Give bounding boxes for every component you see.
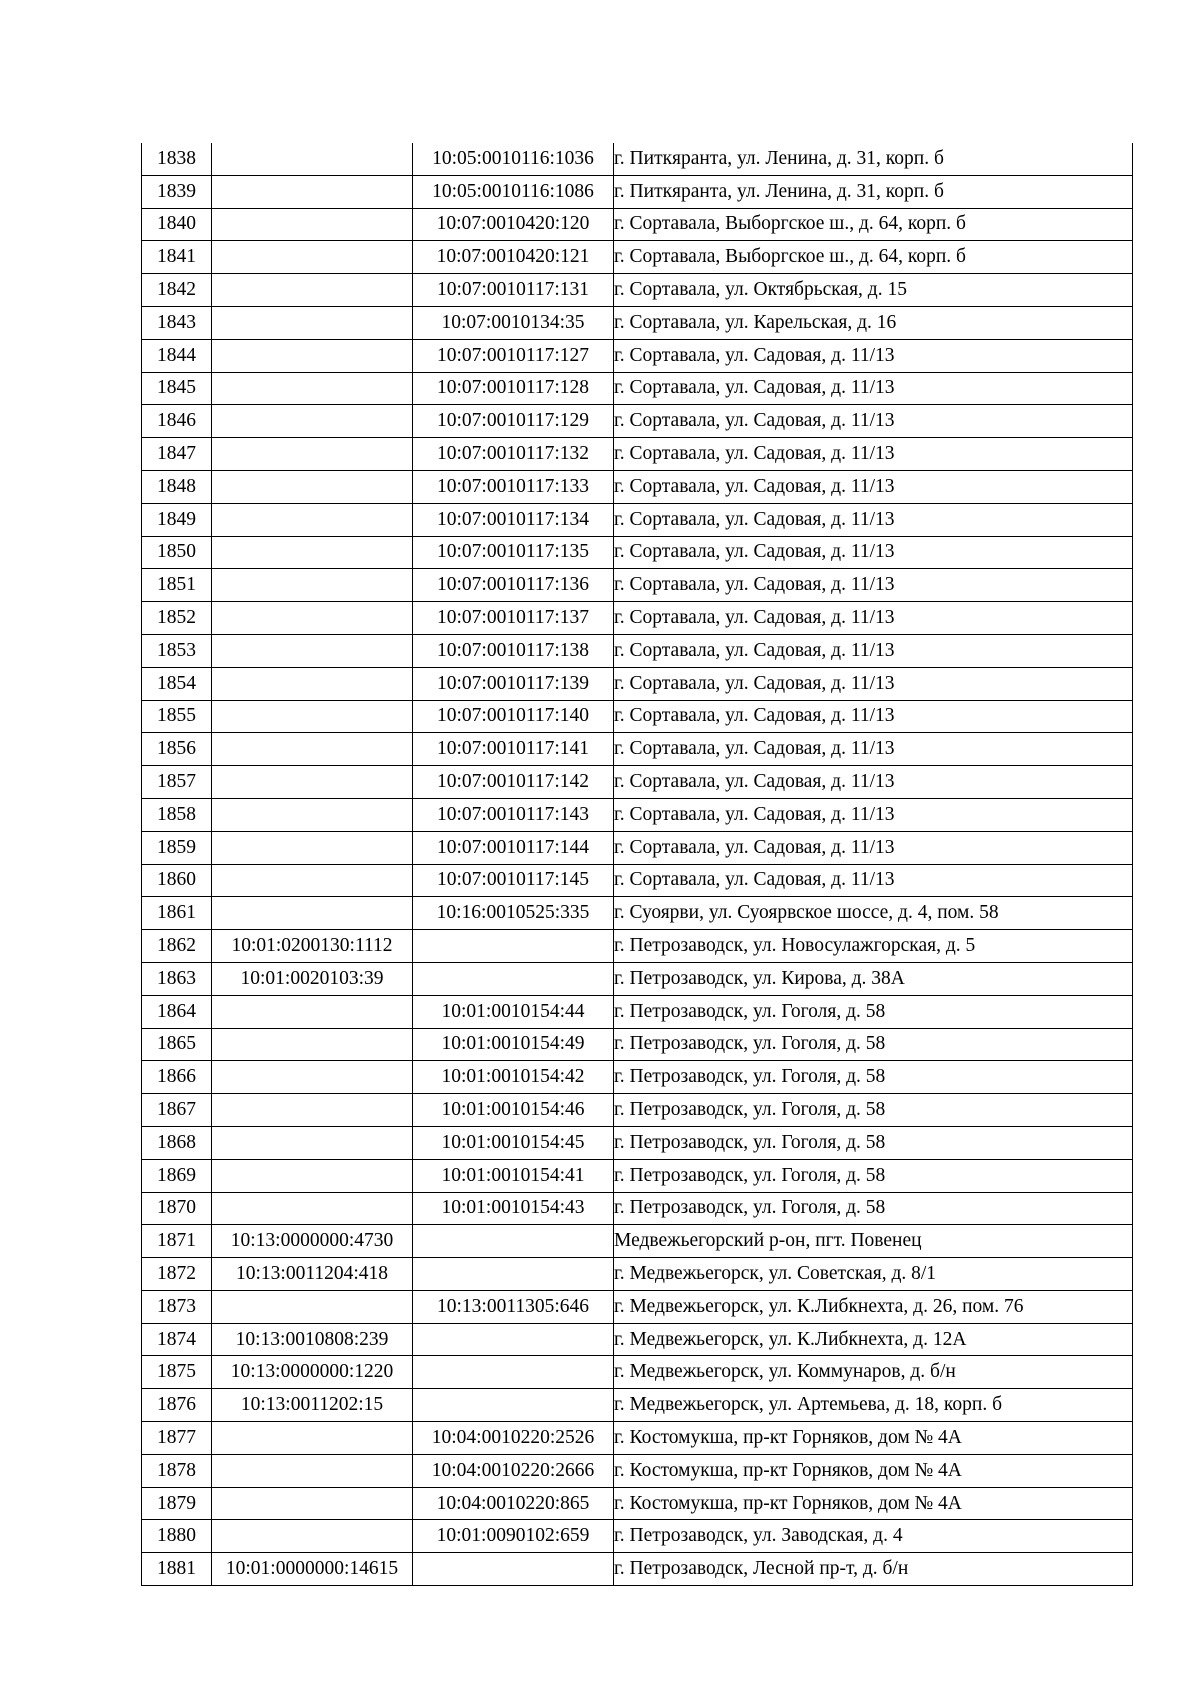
cadastral-number-land-cell [212, 1487, 413, 1520]
row-number-cell: 1864 [142, 995, 212, 1028]
row-number-cell: 1878 [142, 1454, 212, 1487]
address-cell: г. Сортавала, ул. Садовая, д. 11/13 [614, 339, 1133, 372]
address-cell: г. Сортавала, ул. Садовая, д. 11/13 [614, 438, 1133, 471]
cadastral-number-building-cell: 10:07:0010117:132 [413, 438, 614, 471]
table-row [142, 962, 1133, 995]
address-cell: г. Сортавала, ул. Октябрьская, д. 15 [614, 274, 1133, 307]
cadastral-number-land-cell: 10:13:0011204:418 [212, 1258, 413, 1291]
table-row [142, 241, 1133, 274]
row-number-cell: 1854 [142, 667, 212, 700]
cadastral-number-land-cell: 10:01:0200130:1112 [212, 930, 413, 963]
cadastral-number-land-cell [212, 667, 413, 700]
cadastral-number-building-cell: 10:07:0010117:127 [413, 339, 614, 372]
cadastral-number-building-cell: 10:07:0010117:143 [413, 798, 614, 831]
cadastral-number-land-cell [212, 798, 413, 831]
table-row [142, 569, 1133, 602]
table-row [142, 1356, 1133, 1389]
address-cell: г. Сортавала, ул. Карельская, д. 16 [614, 306, 1133, 339]
cadastral-number-land-cell [212, 175, 413, 208]
cadastral-number-building-cell [413, 930, 614, 963]
table-row [142, 766, 1133, 799]
table-row [142, 1553, 1133, 1586]
row-number-cell: 1867 [142, 1094, 212, 1127]
row-number-cell: 1880 [142, 1520, 212, 1553]
cadastral-number-building-cell: 10:16:0010525:335 [413, 897, 614, 930]
table-row [142, 143, 1133, 175]
cadastral-number-land-cell [212, 143, 413, 175]
table-row [142, 798, 1133, 831]
table-row [142, 864, 1133, 897]
table-row [142, 536, 1133, 569]
address-cell: г. Медвежьегорск, ул. Артемьева, д. 18, корп. б [614, 1389, 1133, 1422]
cadastral-number-building-cell: 10:01:0010154:45 [413, 1126, 614, 1159]
cadastral-number-building-cell: 10:05:0010116:1086 [413, 175, 614, 208]
row-number-cell: 1870 [142, 1192, 212, 1225]
table-row [142, 1192, 1133, 1225]
cadastral-number-building-cell [413, 962, 614, 995]
address-cell: г. Медвежьегорск, ул. Советская, д. 8/1 [614, 1258, 1133, 1291]
cadastral-number-land-cell [212, 1520, 413, 1553]
table-row [142, 667, 1133, 700]
address-cell: г. Сортавала, ул. Садовая, д. 11/13 [614, 503, 1133, 536]
row-number-cell: 1860 [142, 864, 212, 897]
address-cell: г. Медвежьегорск, ул. К.Либкнехта, д. 26, пом. 76 [614, 1290, 1133, 1323]
cadastral-number-building-cell: 10:07:0010117:135 [413, 536, 614, 569]
table-row [142, 1487, 1133, 1520]
row-number-cell: 1857 [142, 766, 212, 799]
table-row [142, 1126, 1133, 1159]
address-cell: г. Петрозаводск, ул. Кирова, д. 38А [614, 962, 1133, 995]
table-row [142, 1389, 1133, 1422]
table-row [142, 930, 1133, 963]
row-number-cell: 1876 [142, 1389, 212, 1422]
row-number-cell: 1843 [142, 306, 212, 339]
address-cell: г. Медвежьегорск, ул. Коммунаров, д. б/н [614, 1356, 1133, 1389]
table-row [142, 1094, 1133, 1127]
cadastral-number-land-cell [212, 634, 413, 667]
address-cell: г. Сортавала, ул. Садовая, д. 11/13 [614, 831, 1133, 864]
cadastral-number-building-cell: 10:07:0010117:134 [413, 503, 614, 536]
cadastral-number-building-cell: 10:07:0010117:131 [413, 274, 614, 307]
cadastral-number-land-cell: 10:13:0000000:4730 [212, 1225, 413, 1258]
table-row [142, 602, 1133, 635]
cadastral-number-building-cell [413, 1356, 614, 1389]
table-row [142, 1422, 1133, 1455]
row-number-cell: 1865 [142, 1028, 212, 1061]
cadastral-number-land-cell [212, 438, 413, 471]
cadastral-number-building-cell [413, 1553, 614, 1586]
address-cell: г. Петрозаводск, Лесной пр-т, д. б/н [614, 1553, 1133, 1586]
row-number-cell: 1871 [142, 1225, 212, 1258]
cadastral-number-building-cell: 10:07:0010420:121 [413, 241, 614, 274]
table-row [142, 1258, 1133, 1291]
cadastral-number-building-cell: 10:04:0010220:865 [413, 1487, 614, 1520]
row-number-cell: 1863 [142, 962, 212, 995]
address-cell: г. Сортавала, ул. Садовая, д. 11/13 [614, 733, 1133, 766]
cadastral-number-building-cell: 10:07:0010117:144 [413, 831, 614, 864]
address-cell: г. Костомукша, пр-кт Горняков, дом № 4А [614, 1422, 1133, 1455]
address-cell: г. Петрозаводск, ул. Гоголя, д. 58 [614, 1061, 1133, 1094]
cadastral-number-building-cell: 10:07:0010117:142 [413, 766, 614, 799]
cadastral-number-land-cell: 10:01:0020103:39 [212, 962, 413, 995]
row-number-cell: 1846 [142, 405, 212, 438]
row-number-cell: 1852 [142, 602, 212, 635]
row-number-cell: 1856 [142, 733, 212, 766]
address-cell: г. Сортавала, Выборгское ш., д. 64, корп. б [614, 208, 1133, 241]
row-number-cell: 1853 [142, 634, 212, 667]
cadastral-number-land-cell [212, 339, 413, 372]
address-cell: г. Петрозаводск, ул. Гоголя, д. 58 [614, 1126, 1133, 1159]
cadastral-number-building-cell: 10:01:0010154:42 [413, 1061, 614, 1094]
row-number-cell: 1858 [142, 798, 212, 831]
address-cell: г. Сортавала, ул. Садовая, д. 11/13 [614, 536, 1133, 569]
address-cell: г. Сортавала, Выборгское ш., д. 64, корп. б [614, 241, 1133, 274]
table-row [142, 339, 1133, 372]
row-number-cell: 1873 [142, 1290, 212, 1323]
cadastral-number-land-cell [212, 536, 413, 569]
address-cell: г. Сортавала, ул. Садовая, д. 11/13 [614, 405, 1133, 438]
cadastral-number-building-cell [413, 1258, 614, 1291]
cadastral-number-land-cell: 10:13:0010808:239 [212, 1323, 413, 1356]
row-number-cell: 1848 [142, 470, 212, 503]
row-number-cell: 1855 [142, 700, 212, 733]
cadastral-number-building-cell: 10:07:0010117:145 [413, 864, 614, 897]
address-cell: г. Сортавала, ул. Садовая, д. 11/13 [614, 372, 1133, 405]
address-cell: г. Сортавала, ул. Садовая, д. 11/13 [614, 470, 1133, 503]
row-number-cell: 1842 [142, 274, 212, 307]
cadastral-number-land-cell: 10:01:0000000:14615 [212, 1553, 413, 1586]
cadastral-number-land-cell [212, 569, 413, 602]
row-number-cell: 1866 [142, 1061, 212, 1094]
cadastral-number-land-cell [212, 372, 413, 405]
cadastral-number-land-cell [212, 1422, 413, 1455]
row-number-cell: 1845 [142, 372, 212, 405]
cadastral-number-land-cell: 10:13:0000000:1220 [212, 1356, 413, 1389]
cadastral-number-building-cell: 10:01:0010154:49 [413, 1028, 614, 1061]
address-cell: г. Сортавала, ул. Садовая, д. 11/13 [614, 766, 1133, 799]
address-cell: г. Сортавала, ул. Садовая, д. 11/13 [614, 798, 1133, 831]
cadastral-number-land-cell [212, 1028, 413, 1061]
row-number-cell: 1875 [142, 1356, 212, 1389]
cadastral-number-land-cell [212, 1061, 413, 1094]
row-number-cell: 1839 [142, 175, 212, 208]
cadastral-number-building-cell [413, 1225, 614, 1258]
address-cell: г. Костомукша, пр-кт Горняков, дом № 4А [614, 1454, 1133, 1487]
cadastral-number-land-cell: 10:13:0011202:15 [212, 1389, 413, 1422]
cadastral-number-building-cell: 10:07:0010117:129 [413, 405, 614, 438]
address-cell: г. Суоярви, ул. Суоярвское шоссе, д. 4, пом. 58 [614, 897, 1133, 930]
address-cell: г. Сортавала, ул. Садовая, д. 11/13 [614, 602, 1133, 635]
table-row [142, 1520, 1133, 1553]
address-cell: г. Сортавала, ул. Садовая, д. 11/13 [614, 634, 1133, 667]
cadastral-number-land-cell [212, 864, 413, 897]
table-row [142, 175, 1133, 208]
cadastral-number-land-cell [212, 700, 413, 733]
table-row [142, 306, 1133, 339]
address-cell: г. Питкяранта, ул. Ленина, д. 31, корп. б [614, 175, 1133, 208]
cadastral-number-building-cell: 10:07:0010134:35 [413, 306, 614, 339]
table-row [142, 1061, 1133, 1094]
cadastral-number-building-cell: 10:07:0010117:136 [413, 569, 614, 602]
cadastral-number-land-cell [212, 306, 413, 339]
cadastral-number-land-cell [212, 766, 413, 799]
cadastral-number-building-cell: 10:13:0011305:646 [413, 1290, 614, 1323]
row-number-cell: 1877 [142, 1422, 212, 1455]
table-row [142, 1225, 1133, 1258]
address-cell: г. Петрозаводск, ул. Новосулажгорская, д. 5 [614, 930, 1133, 963]
cadastral-number-building-cell: 10:01:0010154:43 [413, 1192, 614, 1225]
cadastral-number-building-cell: 10:01:0010154:46 [413, 1094, 614, 1127]
cadastral-number-building-cell: 10:01:0090102:659 [413, 1520, 614, 1553]
cadastral-number-land-cell [212, 470, 413, 503]
cadastral-number-land-cell [212, 405, 413, 438]
address-cell: г. Петрозаводск, ул. Гоголя, д. 58 [614, 1192, 1133, 1225]
cadastral-number-building-cell: 10:05:0010116:1036 [413, 143, 614, 175]
cadastral-number-land-cell [212, 995, 413, 1028]
row-number-cell: 1841 [142, 241, 212, 274]
table-row [142, 700, 1133, 733]
cadastral-number-land-cell [212, 241, 413, 274]
cadastral-number-building-cell [413, 1323, 614, 1356]
cadastral-number-building-cell: 10:07:0010420:120 [413, 208, 614, 241]
table-row [142, 1454, 1133, 1487]
cadastral-number-building-cell: 10:01:0010154:41 [413, 1159, 614, 1192]
address-cell: г. Петрозаводск, ул. Гоголя, д. 58 [614, 1159, 1133, 1192]
table-row [142, 274, 1133, 307]
address-cell: г. Сортавала, ул. Садовая, д. 11/13 [614, 667, 1133, 700]
table-row [142, 372, 1133, 405]
cadastral-number-building-cell: 10:07:0010117:138 [413, 634, 614, 667]
table-row [142, 634, 1133, 667]
address-cell: г. Сортавала, ул. Садовая, д. 11/13 [614, 569, 1133, 602]
cadastral-number-building-cell: 10:04:0010220:2666 [413, 1454, 614, 1487]
row-number-cell: 1840 [142, 208, 212, 241]
table-row [142, 995, 1133, 1028]
table-row [142, 733, 1133, 766]
registry-table-body [142, 143, 1133, 1586]
cadastral-number-building-cell: 10:07:0010117:140 [413, 700, 614, 733]
cadastral-number-land-cell [212, 1290, 413, 1323]
cadastral-number-land-cell [212, 1094, 413, 1127]
row-number-cell: 1861 [142, 897, 212, 930]
row-number-cell: 1879 [142, 1487, 212, 1520]
cadastral-number-land-cell [212, 897, 413, 930]
table-row [142, 405, 1133, 438]
address-cell: г. Костомукша, пр-кт Горняков, дом № 4А [614, 1487, 1133, 1520]
cadastral-number-building-cell: 10:07:0010117:137 [413, 602, 614, 635]
cadastral-number-building-cell [413, 1389, 614, 1422]
table-row [142, 1028, 1133, 1061]
table-row [142, 1323, 1133, 1356]
row-number-cell: 1872 [142, 1258, 212, 1291]
cadastral-number-land-cell [212, 503, 413, 536]
cadastral-number-land-cell [212, 208, 413, 241]
table-row [142, 1290, 1133, 1323]
address-cell: г. Петрозаводск, ул. Гоголя, д. 58 [614, 1028, 1133, 1061]
cadastral-number-building-cell: 10:04:0010220:2526 [413, 1422, 614, 1455]
cadastral-number-building-cell: 10:07:0010117:133 [413, 470, 614, 503]
row-number-cell: 1838 [142, 143, 212, 175]
cadastral-number-land-cell [212, 831, 413, 864]
table-row [142, 897, 1133, 930]
property-registry-table [141, 143, 1133, 1586]
cadastral-number-land-cell [212, 274, 413, 307]
row-number-cell: 1850 [142, 536, 212, 569]
address-cell: г. Петрозаводск, ул. Заводская, д. 4 [614, 1520, 1133, 1553]
table-row [142, 1159, 1133, 1192]
row-number-cell: 1881 [142, 1553, 212, 1586]
row-number-cell: 1844 [142, 339, 212, 372]
address-cell: г. Питкяранта, ул. Ленина, д. 31, корп. б [614, 143, 1133, 175]
address-cell: Медвежьегорский р-он, пгт. Повенец [614, 1225, 1133, 1258]
cadastral-number-land-cell [212, 602, 413, 635]
cadastral-number-building-cell: 10:07:0010117:128 [413, 372, 614, 405]
address-cell: г. Сортавала, ул. Садовая, д. 11/13 [614, 864, 1133, 897]
row-number-cell: 1847 [142, 438, 212, 471]
cadastral-number-building-cell: 10:07:0010117:141 [413, 733, 614, 766]
cadastral-number-land-cell [212, 1454, 413, 1487]
row-number-cell: 1851 [142, 569, 212, 602]
cadastral-number-land-cell [212, 1192, 413, 1225]
cadastral-number-building-cell: 10:07:0010117:139 [413, 667, 614, 700]
row-number-cell: 1849 [142, 503, 212, 536]
table-row [142, 470, 1133, 503]
row-number-cell: 1859 [142, 831, 212, 864]
row-number-cell: 1874 [142, 1323, 212, 1356]
table-row [142, 503, 1133, 536]
row-number-cell: 1869 [142, 1159, 212, 1192]
address-cell: г. Петрозаводск, ул. Гоголя, д. 58 [614, 1094, 1133, 1127]
row-number-cell: 1862 [142, 930, 212, 963]
table-row [142, 208, 1133, 241]
cadastral-number-building-cell: 10:01:0010154:44 [413, 995, 614, 1028]
address-cell: г. Сортавала, ул. Садовая, д. 11/13 [614, 700, 1133, 733]
table-row [142, 831, 1133, 864]
row-number-cell: 1868 [142, 1126, 212, 1159]
address-cell: г. Петрозаводск, ул. Гоголя, д. 58 [614, 995, 1133, 1028]
cadastral-number-land-cell [212, 1159, 413, 1192]
table-row [142, 438, 1133, 471]
cadastral-number-land-cell [212, 1126, 413, 1159]
address-cell: г. Медвежьегорск, ул. К.Либкнехта, д. 12А [614, 1323, 1133, 1356]
cadastral-number-land-cell [212, 733, 413, 766]
